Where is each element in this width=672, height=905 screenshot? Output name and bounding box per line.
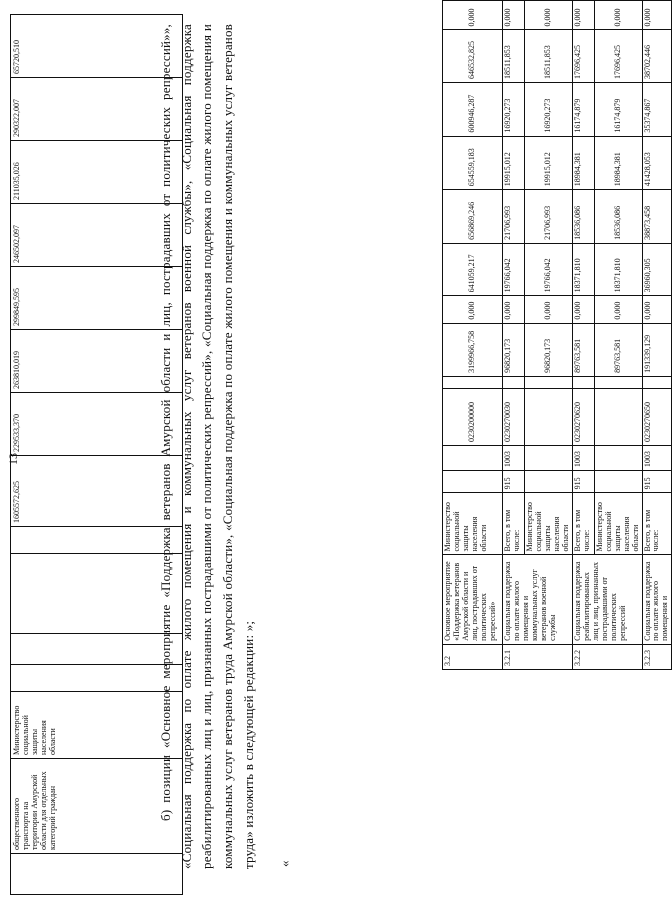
executor-cell: Министерство социальной защиты населения области [594, 493, 642, 555]
value-cell: 211035,026 [11, 141, 183, 204]
rz-cell [443, 445, 503, 470]
value-cell: 0,000 [503, 296, 525, 323]
value-cell: 16174,879 [594, 82, 642, 136]
value-cell: 229533,370 [11, 393, 183, 456]
csr-cell: 0230270030 [503, 389, 525, 446]
vr-cell [594, 376, 642, 388]
value-cell: 299849,595 [11, 267, 183, 330]
vr-cell [572, 376, 594, 388]
table-row [572, 1, 594, 670]
value-cell: 656869,246 [443, 190, 503, 244]
program-measures-table [442, 0, 672, 670]
value-cell: 18536,086 [572, 190, 594, 244]
value-cell: 16174,879 [572, 82, 594, 136]
rz-cell: 1003 [503, 445, 525, 470]
csr-cell: 0230270650 [642, 389, 672, 446]
value-cell: 19915,012 [525, 136, 573, 190]
value-cell: 18536,086 [594, 190, 642, 244]
value-cell: 263810,019 [11, 330, 183, 393]
vr-cell [503, 376, 525, 388]
value-cell: 65720,510 [11, 15, 183, 78]
measure-name-cell: Социальная поддержка по оплате жилого помещения и [642, 555, 672, 644]
value-cell: 0,000 [443, 1, 503, 30]
executor-cell: Министерство социальной защиты населения области [443, 493, 503, 555]
value-cell: 38873,458 [642, 190, 672, 244]
value-cell: 1605572,625 [11, 456, 183, 527]
value-cell: 0,000 [503, 1, 525, 30]
value-cell: 18511,853 [525, 30, 573, 83]
value-cell: 18371,810 [572, 243, 594, 296]
value-cell: 600946,287 [443, 82, 503, 136]
table-row [443, 1, 503, 670]
value-cell: 89763,581 [572, 323, 594, 376]
value-cell: 17696,425 [594, 30, 642, 83]
value-cell: 38702,446 [642, 30, 672, 83]
value-cell: 89763,581 [594, 323, 642, 376]
vr-cell [525, 376, 573, 388]
value-cell: 0,000 [443, 296, 503, 323]
grbs-cell: 915 [642, 471, 672, 493]
vr-cell [443, 376, 503, 388]
executor-cell: Всего, в том числе: [503, 493, 525, 555]
value-cell: 21706,993 [525, 190, 573, 244]
amendment-paragraph [156, 24, 276, 869]
value-cell: 96820,173 [503, 323, 525, 376]
paragraph-text: б) позиции «Основное мероприятие «Поддержка ветеранов Амурской области и лиц, пострадавших от политических репрессий»», «Социальная поддержка по оплате жилого помещения и коммунальных услуг ветеранов военной службы», «Социальная поддержка реабилитированных лиц и лиц, признанных пострадавшими от политических репрессий», «Социальная поддержка по оплате жилого помещения и коммунальных услуг ветеранов труда Амурской области», «Социальная поддержка по оплате жилого помещения и коммунальных услуг ветеранов труда» изложить в следующей редакции: [158, 24, 256, 869]
value-cell: 290322,007 [11, 78, 183, 141]
value-cell: 0,000 [572, 1, 594, 30]
row-number: 3.2.2 [572, 644, 642, 669]
value-cell: 18984,381 [572, 136, 594, 190]
value-cell: 3199966,758 [443, 323, 503, 376]
value-cell: 646532,825 [443, 30, 503, 83]
value-cell: 0,000 [594, 1, 642, 30]
row-number: 3.2.3 [642, 644, 672, 669]
rz-cell [594, 445, 642, 470]
opening-quote: « [277, 860, 292, 867]
value-cell: 0,000 [525, 1, 573, 30]
table-row [642, 1, 672, 670]
page-number: 13 [6, 453, 20, 465]
value-cell: 41428,053 [642, 136, 672, 190]
row-number: 3.2.1 [503, 644, 573, 669]
value-cell: 19915,012 [503, 136, 525, 190]
closing-quote: »; [240, 620, 256, 632]
value-cell: 654559,183 [443, 136, 503, 190]
value-cell: 21706,993 [503, 190, 525, 244]
value-cell: 0,000 [642, 296, 672, 323]
csr-cell [594, 389, 642, 446]
rz-cell [525, 445, 573, 470]
value-cell: 19766,042 [503, 243, 525, 296]
value-cell: 16920,273 [525, 82, 573, 136]
row-number: 3.2 [443, 644, 503, 669]
value-cell: 191339,129 [642, 323, 672, 376]
value-cell: 18511,853 [503, 30, 525, 83]
executor-cell: Министерство социальной защиты населения области [525, 493, 573, 555]
value-cell: 641059,217 [443, 243, 503, 296]
value-cell: 17696,425 [572, 30, 594, 83]
value-cell: 0,000 [572, 296, 594, 323]
grbs-cell: 915 [503, 471, 525, 493]
csr-cell: 0230200000 [443, 389, 503, 446]
value-cell: 0,000 [642, 1, 672, 30]
value-cell: 0,000 [525, 296, 573, 323]
vr-cell [642, 376, 672, 388]
value-cell: 0,000 [594, 296, 642, 323]
grbs-cell [525, 471, 573, 493]
value-cell: 35374,867 [642, 82, 672, 136]
rz-cell: 1003 [572, 445, 594, 470]
measure-name-cell: Социальная поддержка по оплате жилого помещения и коммунальных услуг ветеранов военной службы [503, 555, 573, 644]
rz-cell: 1003 [642, 445, 672, 470]
executor-cell: Всего, в том числе: [642, 493, 672, 555]
executor-cell: Министерство социальной защиты населения области [11, 692, 183, 759]
value-cell: 18984,381 [594, 136, 642, 190]
value-cell: 246502,097 [11, 204, 183, 267]
grbs-cell: 915 [572, 471, 594, 493]
measure-name-cell: Основное мероприятие «Поддержка ветеранов Амурской области и лиц, пострадавших от политических репрессий» [443, 555, 503, 644]
table-row [503, 1, 525, 670]
measure-name-cell: общественного транспорта на территории Амурской области для отдельных категорий граждан [11, 759, 183, 854]
executor-cell: Всего, в том числе: [572, 493, 594, 555]
measure-name-cell: Социальная поддержка реабилитированных лиц и лиц, признанных пострадавшими от политических репрессий [572, 555, 642, 644]
value-cell: 18371,810 [594, 243, 642, 296]
value-cell: 36960,305 [642, 243, 672, 296]
grbs-cell [594, 471, 642, 493]
grbs-cell [443, 471, 503, 493]
csr-cell [525, 389, 573, 446]
value-cell: 96820,173 [525, 323, 573, 376]
value-cell: 19766,042 [525, 243, 573, 296]
csr-cell: 0230270620 [572, 389, 594, 446]
value-cell: 16920,273 [503, 82, 525, 136]
